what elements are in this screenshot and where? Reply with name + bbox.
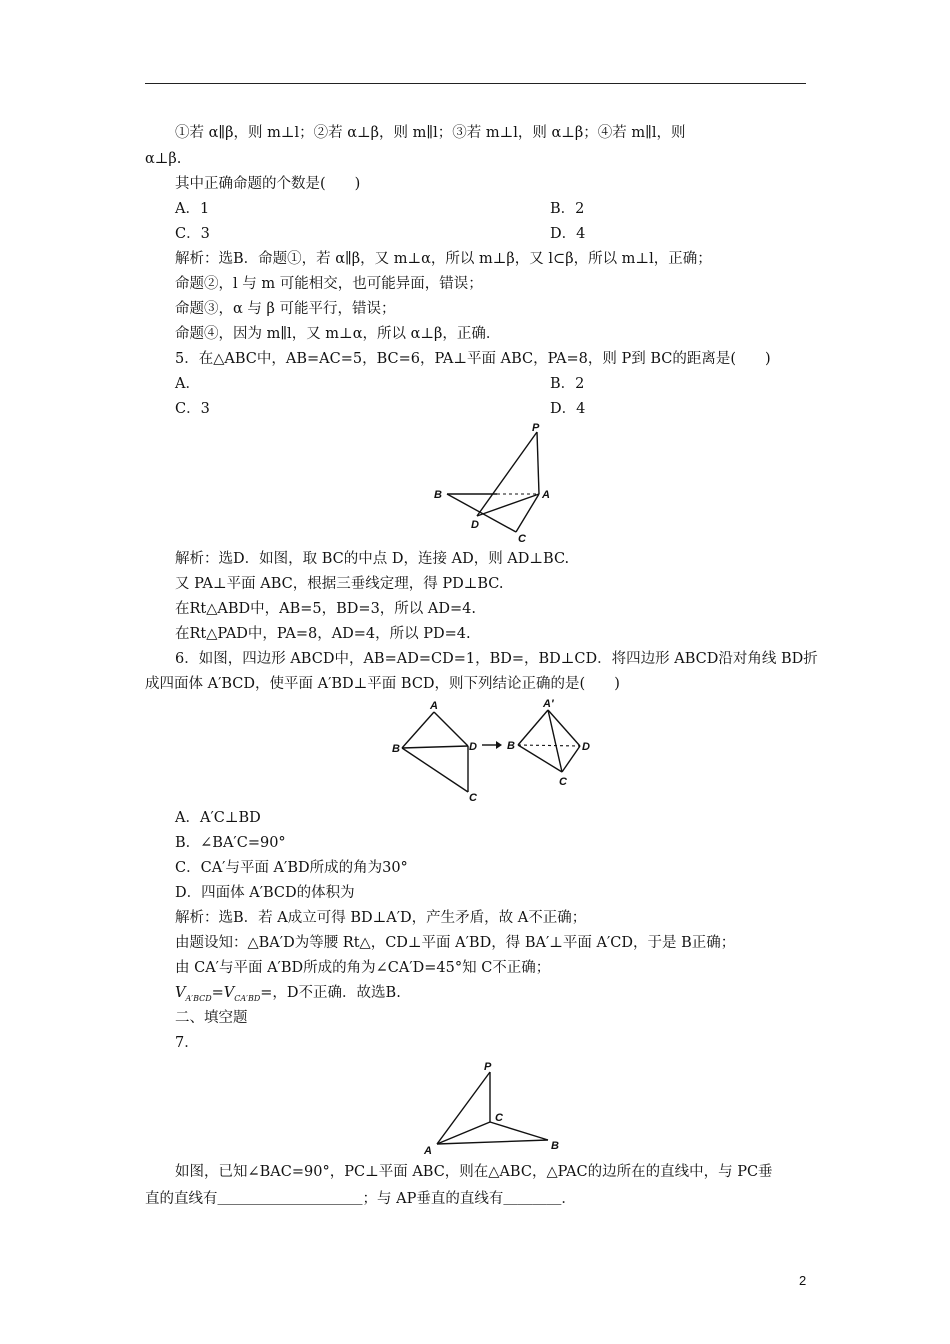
label-p: P [484,1061,492,1073]
q5-option-c: C．3 [175,401,210,417]
q6-question: 6．如图，四边形 ABCD中，AB=AD=CD=1，BD=，BD⊥CD．将四边形 ABCD沿对角线 BD折 [175,651,818,667]
q6-option-a: A．A′C⊥BD [175,810,261,826]
edge-bd2-dashed [518,745,580,746]
q4-option-d: D．4 [550,226,586,242]
edge-ab [437,1140,548,1144]
edge-ad [434,712,468,746]
q7-number: 7． [175,1035,199,1051]
label-a: A [424,1145,432,1157]
q4-statements: ①若 α∥β，则 m⊥l；②若 α⊥β，则 m∥l；③若 m⊥l，则 α⊥β；④若 m∥l，则 [175,125,686,141]
edge-bd [402,746,468,748]
q4-option-a: A．1 [175,201,210,217]
edge-dc2 [562,746,580,772]
edge-bc [402,748,468,792]
q6-figure [385,697,600,805]
q4-option-b: B．2 [550,201,585,217]
volume-sub2: CA′BD [234,993,261,1003]
label-p: P [532,422,540,434]
edge-pa [537,432,539,494]
edge-cb [490,1122,548,1140]
q4-solution-3: 命题③，α 与 β 可能平行，错误； [175,301,396,317]
label-c: C [495,1112,503,1124]
q4-solution-1: 解析：选B．命题①，若 α∥β，又 m⊥α，所以 m⊥β，又 l⊂β，所以 m⊥l，正确； [175,251,712,267]
label-c: C [518,533,526,545]
q6-solution-1: 解析：选B．若 A成立可得 BD⊥A′D，产生矛盾，故 A不正确； [175,910,587,926]
section-fill-blank: 二、填空题 [175,1010,248,1026]
edge-a1b [518,710,548,745]
label-b: B [392,743,400,755]
header-rule [145,83,806,84]
q4-solution-4: 命题④，因为 m∥l，又 m⊥α，所以 α⊥β，正确． [175,326,501,342]
edge-pd [477,432,537,516]
q7-question: 如图，已知∠BAC=90°，PC⊥平面 ABC，则在△ABC，△PAC的边所在的直线中，与 PC垂 [175,1164,773,1180]
label-d: D [471,519,479,531]
q4-question: 其中正确命题的个数是( ) [175,176,361,192]
q5-solution-4: 在Rt△PAD中，PA=8，AD=4，所以 PD=4. [175,626,471,642]
q4-option-c: C．3 [175,226,210,242]
q6-solution-3: 由 CA′与平面 A′BD所成的角为∠CA′D=45°知 C不正确； [175,960,551,976]
q6-option-b: B．∠BA′C=90° [175,835,286,851]
edge-da [477,494,539,516]
edge-ac [516,494,539,532]
q5-question: 5．在△ABC中，AB=AC=5，BC=6，PA⊥平面 ABC，PA=8，则 P到 BC的距离是( ) [175,351,771,367]
edge-ab [402,712,434,748]
volume-v1: V [175,985,186,1001]
volume-tail: =，D不正确．故选B. [260,985,401,1001]
label-c: C [469,792,477,804]
edge-a1d [548,710,580,746]
volume-sub1: A′BCD [185,993,212,1003]
q6-option-c: C．CA′与平面 A′BD所成的角为30° [175,860,408,876]
label-d: D [469,741,477,753]
q6-solution-4 [175,983,401,1009]
q5-figure [425,418,555,546]
label-a-prime: A′ [543,698,554,710]
label-a: A [542,489,550,501]
label-b: B [551,1140,559,1152]
q7-figure [418,1058,568,1158]
q7-question-cont: 直的直线有＿＿＿＿＿＿＿＿＿＿；与 AP垂直的直线有＿＿＿＿． [145,1191,576,1207]
label-c2: C [559,776,567,788]
q5-solution-3: 在Rt△ABD中，AB=5，BD=3，所以 AD=4. [175,601,476,617]
page-number: 2 [799,1273,807,1288]
q4-statements-cont: α⊥β. [145,151,182,167]
label-a: A [430,700,438,712]
edge-bc2 [518,745,562,772]
edge-a1c [548,710,562,772]
q6-option-d: D．四面体 A′BCD的体积为 [175,885,355,901]
q5-solution-1: 解析：选D．如图，取 BC的中点 D，连接 AD，则 AD⊥BC. [175,551,570,567]
q4-solution-2: 命题②，l 与 m 可能相交，也可能异面，错误； [175,276,483,292]
q6-solution-2: 由题设知：△BA′D为等腰 Rt△，CD⊥平面 A′BD，得 BA′⊥平面 A′CD，于是 B正确； [175,935,736,951]
label-d2: D [582,741,590,753]
q5-option-a: A． [175,376,200,392]
label-b: B [434,489,442,501]
label-b2: B [507,740,515,752]
q5-option-b: B．2 [550,376,585,392]
q5-solution-2: 又 PA⊥平面 ABC，根据三垂线定理，得 PD⊥BC. [175,576,504,592]
edge-bc [447,494,516,532]
q5-option-d: D．4 [550,401,586,417]
arrow-head-icon [496,741,502,749]
volume-eq: =V [211,985,235,1001]
q6-question-cont: 成四面体 A′BCD，使平面 A′BD⊥平面 BCD，则下列结论正确的是( ) [145,676,620,692]
